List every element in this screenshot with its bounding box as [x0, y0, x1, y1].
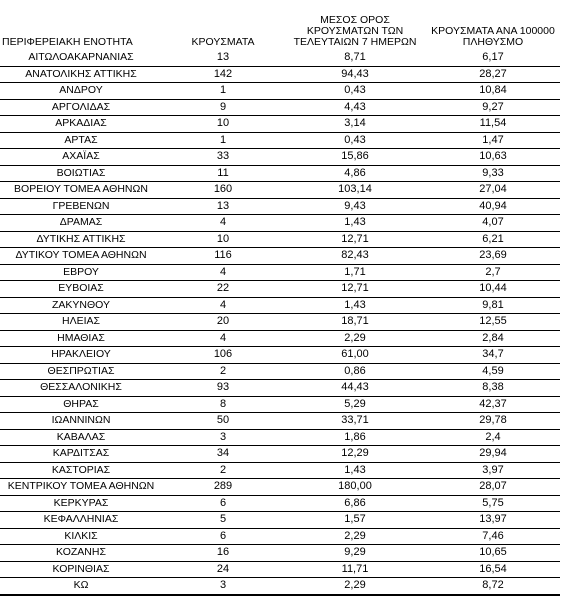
cell-avg7: 12,71 — [284, 231, 426, 248]
cell-per100k: 23,69 — [426, 248, 560, 265]
cell-avg7: 44,43 — [284, 380, 426, 397]
cell-cases: 20 — [162, 314, 284, 331]
table-row — [0, 198, 560, 215]
cell-per100k: 28,07 — [426, 479, 560, 496]
cell-per100k: 1,47 — [426, 132, 560, 149]
cell-cases: 50 — [162, 413, 284, 430]
header-region: ΠΕΡΙΦΕΡΕΙΑΚΗ ΕΝΟΤΗΤΑ — [2, 36, 133, 48]
cell-avg7: 0,43 — [284, 83, 426, 100]
cell-cases: 2 — [162, 462, 284, 479]
cell-per100k: 7,46 — [426, 528, 560, 545]
cell-per100k: 13,97 — [426, 512, 560, 529]
cell-cases: 289 — [162, 479, 284, 496]
cell-region: ΕΒΡΟΥ — [0, 264, 162, 281]
cell-region: ΑΧΑΪΑΣ — [0, 149, 162, 166]
cell-avg7: 1,43 — [284, 297, 426, 314]
table-row — [0, 314, 560, 331]
cell-avg7: 6,86 — [284, 495, 426, 512]
cell-per100k: 9,27 — [426, 99, 560, 116]
cell-per100k: 29,94 — [426, 446, 560, 463]
cell-avg7: 1,57 — [284, 512, 426, 529]
cell-avg7: 12,29 — [284, 446, 426, 463]
cell-avg7: 61,00 — [284, 347, 426, 364]
cell-per100k: 9,33 — [426, 165, 560, 182]
table-row — [0, 281, 560, 298]
cell-cases: 6 — [162, 528, 284, 545]
table-row — [0, 66, 560, 83]
cell-cases: 24 — [162, 561, 284, 578]
header-avg7: ΜΕΣΟΣ ΟΡΟΣ ΚΡΟΥΣΜΑΤΩΝ ΤΩΝ ΤΕΛΕΥΤΑΙΩΝ 7 ΗΜΕΡΩΝ — [293, 14, 417, 48]
cell-avg7: 4,43 — [284, 99, 426, 116]
cell-region: ΑΝΔΡΟΥ — [0, 83, 162, 100]
cell-per100k: 2,4 — [426, 429, 560, 446]
cell-avg7: 8,71 — [284, 50, 426, 66]
cell-region: ΚΕΡΚΥΡΑΣ — [0, 495, 162, 512]
cell-region: ΑΡΚΑΔΙΑΣ — [0, 116, 162, 133]
cell-cases: 160 — [162, 182, 284, 199]
cell-region: ΑΡΓΟΛΙΔΑΣ — [0, 99, 162, 116]
cell-per100k: 10,65 — [426, 545, 560, 562]
cell-region: ΗΜΑΘΙΑΣ — [0, 330, 162, 347]
cell-per100k: 2,84 — [426, 330, 560, 347]
cell-cases: 1 — [162, 83, 284, 100]
table-row — [0, 99, 560, 116]
cell-cases: 10 — [162, 231, 284, 248]
cell-cases: 9 — [162, 99, 284, 116]
cell-avg7: 2,29 — [284, 578, 426, 595]
cell-cases: 3 — [162, 429, 284, 446]
cell-cases: 4 — [162, 264, 284, 281]
cell-region: ΘΗΡΑΣ — [0, 396, 162, 413]
cell-cases: 13 — [162, 50, 284, 66]
table-row — [0, 182, 560, 199]
cell-per100k: 29,78 — [426, 413, 560, 430]
cell-per100k: 10,63 — [426, 149, 560, 166]
cell-cases: 106 — [162, 347, 284, 364]
cell-cases: 5 — [162, 512, 284, 529]
cell-cases: 1 — [162, 132, 284, 149]
cell-region: ΚΕΦΑΛΛΗΝΙΑΣ — [0, 512, 162, 529]
table-row — [0, 347, 560, 364]
table-row — [0, 495, 560, 512]
cell-region: ΔΥΤΙΚΟΥ ΤΟΜΕΑ ΑΘΗΝΩΝ — [0, 248, 162, 265]
cell-region: ΑΡΤΑΣ — [0, 132, 162, 149]
cell-region: ΗΡΑΚΛΕΙΟΥ — [0, 347, 162, 364]
cell-region: ΚΑΒΑΛΑΣ — [0, 429, 162, 446]
cell-region: ΑΝΑΤΟΛΙΚΗΣ ΑΤΤΙΚΗΣ — [0, 66, 162, 83]
table-row — [0, 363, 560, 380]
cell-per100k: 28,27 — [426, 66, 560, 83]
header-cases: ΚΡΟΥΣΜΑΤΑ — [191, 36, 255, 48]
cell-per100k: 8,38 — [426, 380, 560, 397]
cell-cases: 34 — [162, 446, 284, 463]
cell-region: ΙΩΑΝΝΙΝΩΝ — [0, 413, 162, 430]
table-row — [0, 248, 560, 265]
table-row — [0, 462, 560, 479]
cell-per100k: 3,97 — [426, 462, 560, 479]
cell-avg7: 0,86 — [284, 363, 426, 380]
cell-region: ΚΟΖΑΝΗΣ — [0, 545, 162, 562]
table-row — [0, 83, 560, 100]
cell-region: ΚΩ — [0, 578, 162, 595]
cell-cases: 11 — [162, 165, 284, 182]
cell-region: ΚΑΡΔΙΤΣΑΣ — [0, 446, 162, 463]
cell-cases: 2 — [162, 363, 284, 380]
cell-avg7: 9,29 — [284, 545, 426, 562]
cell-avg7: 2,29 — [284, 330, 426, 347]
table-row — [0, 561, 560, 578]
cell-cases: 93 — [162, 380, 284, 397]
table-body — [0, 50, 560, 595]
table-row — [0, 545, 560, 562]
table-row — [0, 380, 560, 397]
table-row — [0, 215, 560, 232]
cell-avg7: 15,86 — [284, 149, 426, 166]
cell-avg7: 5,29 — [284, 396, 426, 413]
table-row — [0, 429, 560, 446]
cell-per100k: 27,04 — [426, 182, 560, 199]
cell-per100k: 9,81 — [426, 297, 560, 314]
cell-avg7: 2,29 — [284, 528, 426, 545]
cell-per100k: 10,84 — [426, 83, 560, 100]
cell-per100k: 16,54 — [426, 561, 560, 578]
table-row — [0, 132, 560, 149]
table-row — [0, 231, 560, 248]
cell-region: ΑΙΤΩΛΟΑΚΑΡΝΑΝΙΑΣ — [0, 50, 162, 66]
cell-cases: 4 — [162, 297, 284, 314]
table-row — [0, 578, 560, 595]
cell-per100k: 8,72 — [426, 578, 560, 595]
table-row — [0, 512, 560, 529]
table-row — [0, 396, 560, 413]
cell-per100k: 2,7 — [426, 264, 560, 281]
cell-region: ΔΡΑΜΑΣ — [0, 215, 162, 232]
cell-per100k: 5,75 — [426, 495, 560, 512]
table-row — [0, 297, 560, 314]
cell-avg7: 3,14 — [284, 116, 426, 133]
cell-cases: 13 — [162, 198, 284, 215]
cell-avg7: 180,00 — [284, 479, 426, 496]
cell-avg7: 33,71 — [284, 413, 426, 430]
cell-region: ΒΟΙΩΤΙΑΣ — [0, 165, 162, 182]
cell-per100k: 34,7 — [426, 347, 560, 364]
cell-region: ΚΟΡΙΝΘΙΑΣ — [0, 561, 162, 578]
table-row — [0, 149, 560, 166]
cell-avg7: 1,43 — [284, 462, 426, 479]
cell-per100k: 42,37 — [426, 396, 560, 413]
cell-per100k: 4,59 — [426, 363, 560, 380]
cell-avg7: 94,43 — [284, 66, 426, 83]
cell-region: ΗΛΕΙΑΣ — [0, 314, 162, 331]
cell-per100k: 4,07 — [426, 215, 560, 232]
cell-cases: 142 — [162, 66, 284, 83]
cases-table — [0, 6, 560, 596]
header-per100k: ΚΡΟΥΣΜΑΤΑ ΑΝΑ 100000 ΠΛΗΘΥΣΜΟ — [431, 25, 555, 48]
table-header — [0, 6, 560, 50]
cell-region: ΘΕΣΣΑΛΟΝΙΚΗΣ — [0, 380, 162, 397]
cell-per100k: 10,44 — [426, 281, 560, 298]
cell-avg7: 1,43 — [284, 215, 426, 232]
cell-region: ΚΑΣΤΟΡΙΑΣ — [0, 462, 162, 479]
table-row — [0, 528, 560, 545]
cell-avg7: 103,14 — [284, 182, 426, 199]
table-row — [0, 330, 560, 347]
cell-region: ΚΕΝΤΡΙΚΟΥ ΤΟΜΕΑ ΑΘΗΝΩΝ — [0, 479, 162, 496]
cell-cases: 16 — [162, 545, 284, 562]
cell-avg7: 0,43 — [284, 132, 426, 149]
table-row — [0, 413, 560, 430]
cell-cases: 3 — [162, 578, 284, 595]
table-row — [0, 479, 560, 496]
cell-cases: 116 — [162, 248, 284, 265]
cell-region: ΓΡΕΒΕΝΩΝ — [0, 198, 162, 215]
cell-cases: 33 — [162, 149, 284, 166]
cell-cases: 22 — [162, 281, 284, 298]
table-row — [0, 264, 560, 281]
cell-per100k: 6,17 — [426, 50, 560, 66]
cell-per100k: 6,21 — [426, 231, 560, 248]
cell-avg7: 12,71 — [284, 281, 426, 298]
cell-avg7: 1,86 — [284, 429, 426, 446]
cell-avg7: 11,71 — [284, 561, 426, 578]
table-row — [0, 165, 560, 182]
cell-region: ΚΙΛΚΙΣ — [0, 528, 162, 545]
cell-cases: 4 — [162, 330, 284, 347]
cell-avg7: 9,43 — [284, 198, 426, 215]
cell-per100k: 40,94 — [426, 198, 560, 215]
cell-cases: 4 — [162, 215, 284, 232]
cell-region: ΘΕΣΠΡΩΤΙΑΣ — [0, 363, 162, 380]
cell-cases: 10 — [162, 116, 284, 133]
cell-cases: 6 — [162, 495, 284, 512]
table-row — [0, 116, 560, 133]
cell-avg7: 82,43 — [284, 248, 426, 265]
table-row — [0, 50, 560, 66]
cell-per100k: 12,55 — [426, 314, 560, 331]
cell-region: ΖΑΚΥΝΘΟΥ — [0, 297, 162, 314]
cell-region: ΕΥΒΟΙΑΣ — [0, 281, 162, 298]
cell-region: ΔΥΤΙΚΗΣ ΑΤΤΙΚΗΣ — [0, 231, 162, 248]
cell-avg7: 1,71 — [284, 264, 426, 281]
cell-cases: 8 — [162, 396, 284, 413]
table-row — [0, 446, 560, 463]
cell-avg7: 4,86 — [284, 165, 426, 182]
cell-per100k: 11,54 — [426, 116, 560, 133]
cell-region: ΒΟΡΕΙΟΥ ΤΟΜΕΑ ΑΘΗΝΩΝ — [0, 182, 162, 199]
cell-avg7: 18,71 — [284, 314, 426, 331]
